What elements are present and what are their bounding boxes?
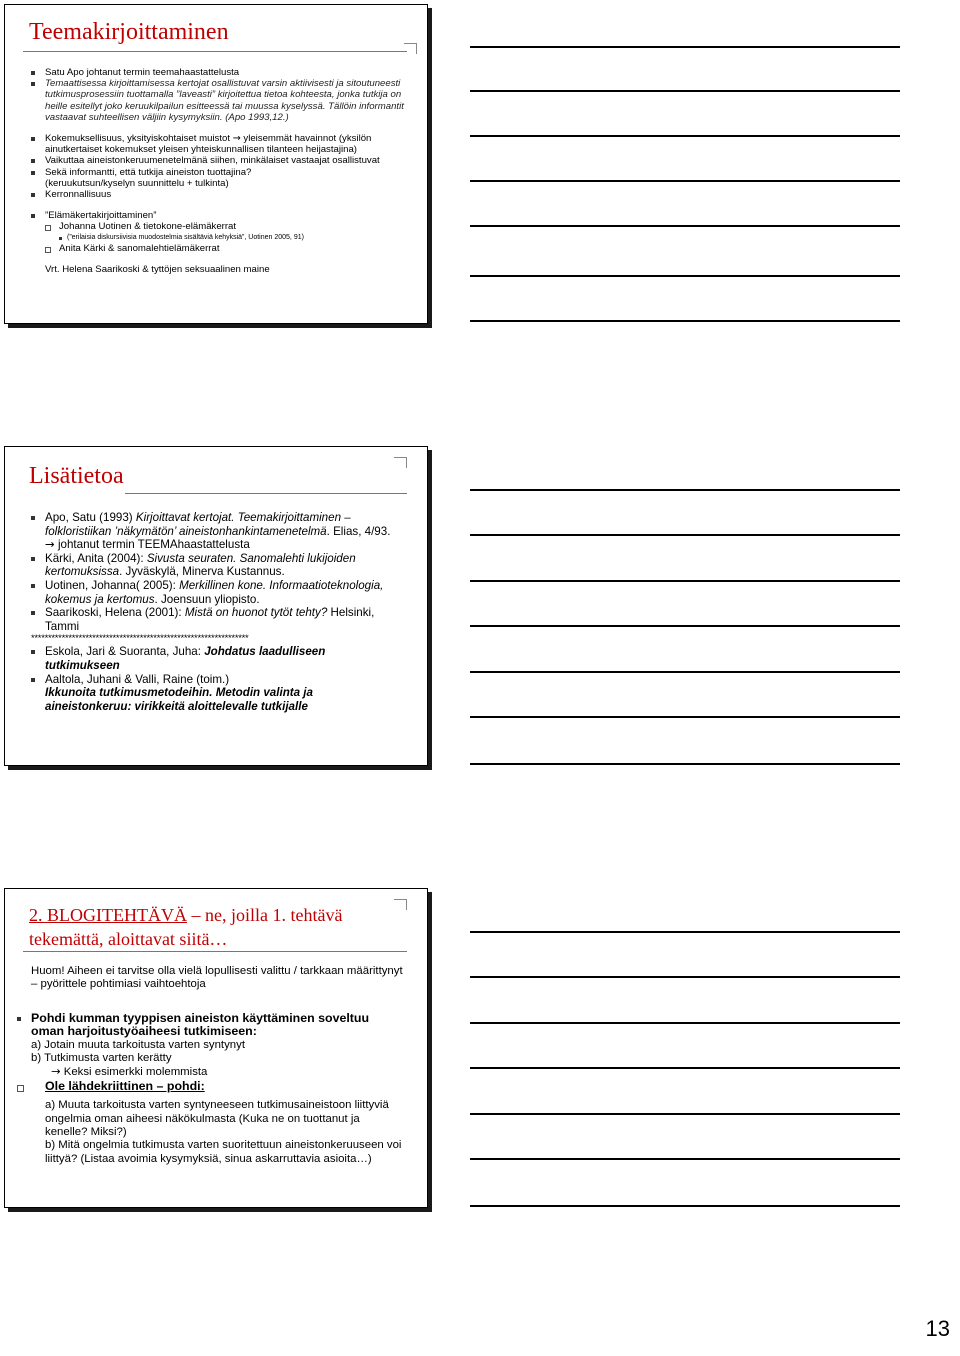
item-text: Keksi esimerkki molemmista: [63, 1066, 208, 1079]
note-line: [470, 489, 900, 491]
star-separator: ****************************************************************: [31, 633, 249, 645]
title-main: 2. BLOGITEHTÄVÄ: [29, 905, 187, 925]
item-text: johtanut termin TEEMAhaastattelusta: [57, 538, 250, 552]
list-item: Kerronnallisuus: [31, 189, 413, 200]
note-text: Huom! Aiheen ei tarvitse olla vielä lopullisesti valittu / tarkkaan määrittynyt – pyörittele pohtimiasi vaihtoehtoja: [31, 965, 403, 991]
list-item: [31, 511, 401, 538]
arrow-icon: →: [45, 537, 55, 552]
list-item: Vrt. Helena Saarikoski & tyttöjen seksuaalinen maine: [45, 263, 270, 275]
note-line: [470, 931, 900, 933]
list-item: [31, 579, 401, 606]
note-line: [470, 1158, 900, 1160]
ref-title: Johdatus laadulliseen tutkimukseen: [45, 645, 326, 672]
arrow-icon: →: [51, 1064, 61, 1079]
title-corner: [394, 899, 407, 910]
slide-body: [31, 67, 413, 275]
note-line: [470, 46, 900, 48]
list-item: Aaltola, Juhani & Valli, Raine (toim.): [31, 673, 401, 687]
list-item: [31, 133, 413, 155]
title-rule: [125, 493, 407, 494]
title-rule: [23, 951, 407, 952]
list-item: Pohdi kumman tyyppisen aineiston käyttäminen soveltuu oman harjoitustyöaiheesi tutkimiseen:: [17, 1012, 403, 1039]
title-corner: [404, 43, 417, 54]
list-item: Sekä informantti, että tutkija aineiston tuottajina?: [31, 167, 413, 178]
ref-title: Kirjoittavat kertojat. Teemakirjoittaminen – folkloristiikan ’näkymätön’ aineistonhankintamenetelmä: [45, 511, 351, 538]
ref-title: Mistä on huonot tytöt tehty?: [184, 606, 328, 620]
note-line: [470, 1067, 900, 1069]
question-b: b) Mitä ongelmia tutkimusta varten suoritettuun aineistonkeruuseen voi liittyä? (Listaa avoimia kysymyksiä, sinua askarruttavia asioita…): [45, 1139, 402, 1165]
list-item: [31, 538, 401, 552]
note-line: [470, 716, 900, 718]
question-a: a) Muuta tarkoitusta varten syntyneeseen tutkimusaineistoon liittyviä ongelmia oman aiheesi näkökulmasta (Kuka ne on tuottanut ja kenelle? Miksi?): [45, 1099, 389, 1139]
note-line: [470, 320, 900, 322]
sub-item: Anita Kärki & sanomalehtielämäkerrat: [31, 243, 413, 254]
ref-author: Eskola, Jari & Suoranta, Juha:: [45, 645, 205, 659]
slide-lisatietoa: [4, 446, 428, 766]
note-line: [470, 1022, 900, 1024]
subsub-item: (”erilaisia diskursiivisia muodostelmia sisältäviä kehyksiä”, Uotinen 2005, 91): [31, 233, 413, 243]
page-number: 13: [925, 1316, 950, 1341]
list-item: Temaattisessa kirjoittamisessa kertojat osallistuvat varsin aktiivisesti ja sitoutuneesti tutkimusprosessiin tuottamalla ”laveasti” kirjoitettua tietoa kohteesta, jonka tutkija on heille esitellyt joko keruukilpailun esitteessä tai muussa kyselyssä. Tällöin informantit vastaavat suhteellisen väljiin kysymyksiin. (Apo 1993,12.): [31, 78, 413, 123]
slide-title: Teemakirjoittaminen: [29, 19, 229, 45]
ref-pub: . Jyväskylä, Minerva Kustannus.: [119, 565, 285, 579]
note-line: [470, 1113, 900, 1115]
list-item: Satu Apo johtanut termin teemahaastattelusta: [31, 67, 413, 78]
ref-title: Merkillinen kone. Informaatioteknologia, kokemus ja kertomus: [45, 578, 384, 606]
title-rest: – ne, joilla 1. tehtävä tekemättä, aloittavat siitä…: [29, 905, 343, 949]
item-text: yleisemmät havainnot (yksilön ainutkertaiset kokemukset yleisen yhteiskunnallisen tilanteen heijastajina): [45, 133, 372, 156]
note-line: [470, 625, 900, 627]
note-line: [470, 580, 900, 582]
slide-teemakirjoittaminen: [4, 4, 428, 324]
note-line: [470, 1205, 900, 1207]
option-b: b) Tutkimusta varten kerätty: [31, 1052, 172, 1065]
ref-pub: . Joensuun yliopisto.: [154, 592, 260, 606]
note-line: [470, 763, 900, 765]
note-line: [470, 135, 900, 137]
list-item: Ikkunoita tutkimusmetodeihin. Metodin valinta ja aineistonkeruu: virikkeitä aloittelevalle tutkijalle: [45, 686, 313, 713]
ref-pub: . Elias, 4/93.: [326, 524, 391, 538]
note-line: [470, 976, 900, 978]
option-a: a) Jotain muuta tarkoitusta varten syntynyt: [31, 1038, 245, 1051]
ref-author: Kärki, Anita (2004):: [45, 551, 147, 565]
list-item: Vaikuttaa aineistonkeruumenetelmänä siihen, minkälaiset vastaajat osallistuvat: [31, 155, 413, 166]
list-item: [31, 552, 401, 579]
list-item: ”Elämäkertakirjoittaminen”: [31, 210, 413, 221]
list-item: Ole lähdekriittinen – pohdi:: [17, 1080, 403, 1093]
list-item: (keruukutsun/kyselyn suunnittelu + tulkinta): [45, 177, 229, 189]
ref-author: Saarikoski, Helena (2001):: [45, 606, 185, 620]
item-text: Kokemuksellisuus, yksityiskohtaiset muistot: [45, 133, 231, 145]
note-line: [470, 671, 900, 673]
slide-body: [31, 965, 403, 1166]
note-line: [470, 225, 900, 227]
list-item: [31, 606, 401, 633]
ref-author: Uotinen, Johanna( 2005):: [45, 578, 180, 592]
slide-body: [31, 511, 401, 713]
sub-item: Johanna Uotinen & tietokone-elämäkerrat: [31, 221, 413, 232]
slide-title: [29, 903, 413, 951]
list-item: [31, 1065, 403, 1079]
slide-blogitehtava: [4, 888, 428, 1208]
list-item: [31, 645, 401, 672]
ref-author: Apo, Satu (1993): [45, 511, 136, 524]
note-line: [470, 180, 900, 182]
ref-title: Sivusta seuraten. Sanomalehti lukijoiden kertomuksissa: [45, 551, 356, 579]
note-line: [470, 90, 900, 92]
slide-title: Lisätietoa: [29, 463, 124, 489]
title-corner: [394, 457, 407, 468]
note-line: [470, 275, 900, 277]
ref-pub: Helsinki, Tammi: [45, 606, 375, 633]
note-line: [470, 534, 900, 536]
title-rule: [23, 51, 407, 52]
arrow-icon: →: [232, 133, 241, 145]
